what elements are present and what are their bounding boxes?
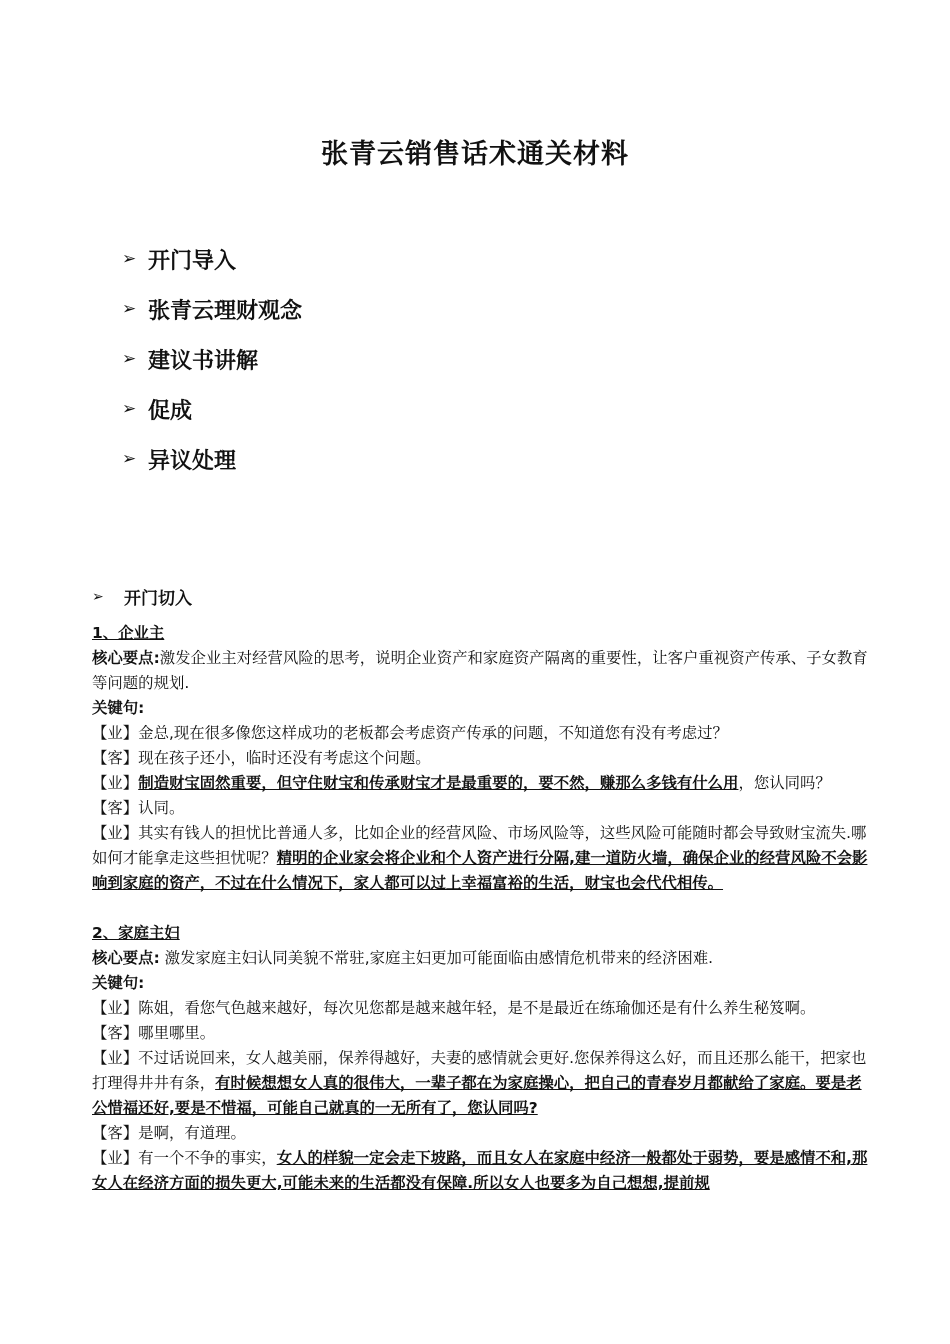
section-content [92,621,868,1196]
core-point [92,646,868,696]
dialogue-text: 【业】其实有钱人的担忧比普通人多，比如企业的经营风险、市场风险等，这些风险可能随时都会导致财宝流失.哪如何才能拿走这些担忧呢？ [92,824,867,867]
arrow-bullet-icon: ➢ [122,349,137,369]
toc-item-label: 建议书讲解 [148,348,259,374]
arrow-bullet-icon: ➢ [92,588,104,605]
emphasis-text: 精明的企业家会将企业和个人资产进行分隔,建一道防火墙，确保企业的经营风险不会影响到家庭的资产，不过在什么情况下，家人都可以过上幸福富裕的生活，财宝也会代代相传。 [92,849,868,892]
dialogue-line [92,1046,868,1121]
dialogue-line: 【业】陈姐，看您气色越来越好，每次见您都是越来越年轻，是不是最近在练瑜伽还是有什么养生秘笈啊。 [92,999,816,1017]
dialogue-line [92,1146,868,1196]
toc-item [122,434,302,484]
toc-item [122,334,302,384]
arrow-bullet-icon: ➢ [122,449,137,469]
core-point-text: 激发企业主对经营风险的思考，说明企业资产和家庭资产隔离的重要性，让客户重视资产传承、子女教育等问题的规划. [92,649,868,692]
core-point-label: 核心要点: [92,949,160,967]
emphasis-text: 制造财宝固然重要，但守住财宝和传承财宝才是最重要的，要不然，赚那么多钱有什么用 [138,774,739,792]
emphasis-text: 女人的样貌一定会走下坡路，而且女人在家庭中经济一般都处于弱势，要是感情不和,那女人在经济方面的损失更大,可能未来的生活都没有保障.所以女人也要多为自己想想,提前规 [92,1149,868,1192]
arrow-bullet-icon: ➢ [122,299,137,319]
document-title: 张青云销售话术通关材料 [321,139,629,170]
dialogue-line: 【客】哪里哪里。 [92,1024,216,1042]
key-sentence-label: 关键句: [92,699,145,717]
dialogue-line: 【客】认同。 [92,799,185,817]
dialogue-line: 【客】现在孩子还小，临时还没有考虑这个问题。 [92,749,431,767]
toc-item-label: 促成 [148,398,193,424]
dialogue-text: 【业】有一个不争的事实， [92,1149,277,1167]
core-point [92,946,868,971]
dialogue-line: 【客】是啊，有道理。 [92,1124,246,1142]
dialogue-line [92,771,868,796]
toc-item-label: 开门导入 [148,248,237,274]
toc-item [122,384,302,434]
subsection-heading: 1、企业主 [92,624,165,642]
spacer [92,896,868,921]
toc-item [122,284,302,334]
section-heading [92,584,192,609]
table-of-contents [122,234,302,484]
subsection-heading: 2、家庭主妇 [92,924,180,942]
arrow-bullet-icon: ➢ [122,399,137,419]
dialogue-line [92,821,868,896]
dialogue-text: ，您认同吗？ [738,774,831,792]
toc-item-label: 异议处理 [148,448,237,474]
toc-item-label: 张青云理财观念 [148,298,303,324]
dialogue-line: 【业】金总,现在很多像您这样成功的老板都会考虑资产传承的问题，不知道您有没有考虑过？ [92,724,728,742]
speaker-tag: 【业】 [92,774,139,792]
core-point-text: 激发家庭主妇认同美貌不常驻,家庭主妇更加可能面临由感情危机带来的经济困难. [159,949,714,967]
toc-item [122,234,302,284]
arrow-bullet-icon: ➢ [122,249,137,269]
emphasis-text: 有时候想想女人真的很伟大，一辈子都在为家庭操心，把自己的青春岁月都献给了家庭。要是老公惜福还好,要是不惜福，可能自己就真的一无所有了，您认同吗? [92,1074,862,1117]
core-point-label: 核心要点: [92,649,160,667]
key-sentence-label: 关键句: [92,974,145,992]
section-heading-label: 开门切入 [124,589,192,609]
dialogue-text: 【业】不过话说回来，女人越美丽，保养得越好，夫妻的感情就会更好.您保养得这么好，而且还那么能干，把家也打理得井井有条， [92,1049,867,1092]
